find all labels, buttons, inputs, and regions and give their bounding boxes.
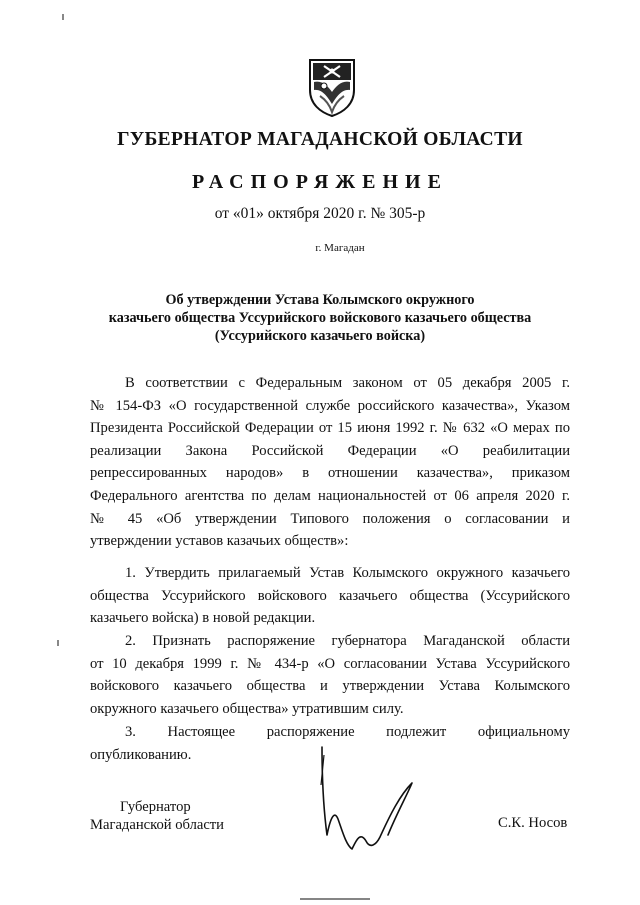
- subject-line: Об утверждении Устава Колымского окружного: [165, 292, 475, 308]
- text-line: опубликованию.: [90, 746, 192, 763]
- text-line: казачьего войска) в новой редакции.: [90, 610, 316, 627]
- position-line: Губернатор: [120, 799, 191, 815]
- subject-line: (Уссурийского казачьего войска): [214, 328, 426, 344]
- text-line: 3. Настоящее распоряжение подлежит официальному: [125, 724, 570, 740]
- scan-speck: [62, 14, 64, 20]
- text-line: 1. Утвердить прилагаемый Устав Колымского окружного казачьего: [125, 565, 570, 581]
- city-name: г. Магадан: [315, 242, 365, 254]
- scan-edge-mark: [300, 898, 370, 900]
- text-line: № 154-ФЗ «О государственной службе российского казачества», Указом: [90, 397, 570, 414]
- text-line: окружного казачьего общества» утратившим силу.: [90, 700, 404, 717]
- text-line: В соответствии с Федеральным законом от 05 декабря 2005 г.: [125, 375, 570, 391]
- handwritten-signature: [300, 745, 430, 860]
- text-line: Федерального агентства по делам национальностей от 06 апреля 2020 г.: [90, 487, 570, 504]
- position-line: Магаданской области: [90, 817, 224, 833]
- text-line: общества Уссурийского войскового казачьего общества (Уссурийского: [90, 587, 570, 604]
- text-line: от 10 декабря 1999 г. № 434-р «О согласовании Устава Уссурийского: [90, 655, 570, 672]
- scan-speck: [57, 640, 59, 646]
- item-1-paragraph: [90, 562, 570, 630]
- signatory-position: [90, 798, 224, 834]
- text-line: утверждении уставов казачьих обществ»:: [90, 533, 349, 550]
- coat-of-arms-emblem: [302, 56, 362, 118]
- document-type: РАСПОРЯЖЕНИЕ: [192, 171, 448, 193]
- preamble-paragraph: [90, 372, 570, 553]
- signatory-name: С.К. Носов: [498, 815, 568, 831]
- text-line: Президента Российской Федерации от 15 июня 1992 г. № 632 «О мерах по: [90, 420, 570, 437]
- order-date-number: от «01» октября 2020 г. № 305-р: [214, 205, 426, 222]
- text-line: 2. Признать распоряжение губернатора Магаданской области: [125, 633, 570, 649]
- item-2-paragraph: [90, 630, 570, 720]
- text-line: войскового казачьего общества и утверждении Устава Колымского: [90, 678, 570, 695]
- text-line: № 45 «Об утверждении Типового положения о согласовании и: [90, 510, 570, 527]
- document-subject: [0, 291, 640, 345]
- text-line: репрессированных народов» в отношении казачества», приказом: [90, 465, 570, 482]
- issuer-title: ГУБЕРНАТОР МАГАДАНСКОЙ ОБЛАСТИ: [117, 129, 523, 150]
- text-line: реализации Закона Российской Федерации «О реабилитации: [90, 442, 570, 459]
- subject-line: казачьего общества Уссурийского войскового казачьего общества: [108, 310, 532, 326]
